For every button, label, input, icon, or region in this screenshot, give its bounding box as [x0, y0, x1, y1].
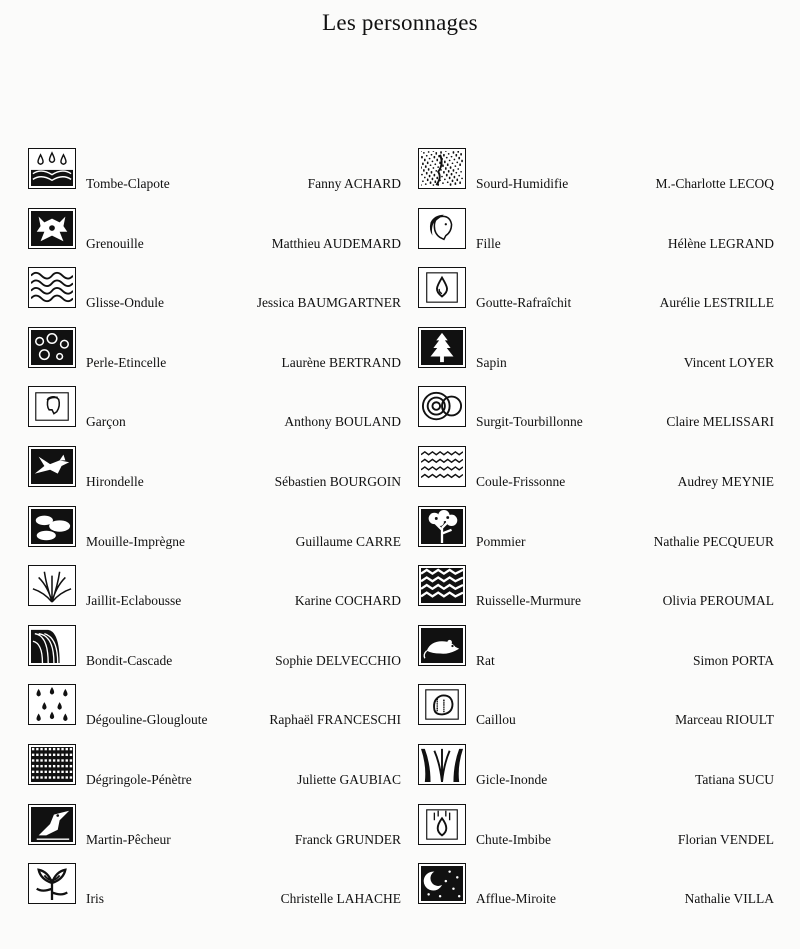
right-column	[418, 148, 774, 923]
list-item	[418, 863, 774, 923]
list-item	[28, 446, 401, 506]
gush-icon	[418, 744, 466, 785]
character-name: Bondit-Cascade	[86, 652, 173, 668]
character-name: Coule-Frissonne	[476, 473, 566, 489]
character-name: Ruisselle-Murmure	[476, 593, 581, 609]
performer-name: M.-Charlotte LECOQ	[655, 176, 774, 191]
performer-name: Hélène LEGRAND	[667, 235, 774, 251]
ripples-icon	[418, 446, 466, 487]
list-item	[418, 267, 774, 327]
character-name: Perle-Etincelle	[86, 354, 167, 370]
performer-name: Simon PORTA	[693, 652, 774, 668]
character-name: Jaillit-Eclabousse	[86, 593, 182, 609]
list-item	[418, 744, 774, 804]
performer-name: Karine COCHARD	[294, 593, 401, 609]
performer-name: Aurélie LESTRILLE	[659, 295, 774, 311]
performer-name: Olivia PEROUMAL	[662, 593, 774, 609]
list-item	[418, 386, 774, 446]
performer-name: Florian VENDEL	[677, 831, 774, 847]
list-item	[28, 565, 401, 625]
character-name: Dégringole-Pénètre	[86, 771, 192, 787]
girl-face-icon	[418, 208, 466, 249]
character-name: Iris	[86, 891, 104, 907]
performer-name: Marceau RIOULT	[675, 712, 774, 728]
list-item	[28, 744, 401, 804]
list-item	[28, 327, 401, 387]
performer-name: Jessica BAUMGARTNER	[256, 295, 401, 311]
whirlpool-icon	[418, 386, 466, 427]
waterfall-icon	[28, 625, 76, 666]
list-item	[418, 625, 774, 685]
single-drop-icon	[418, 267, 466, 308]
list-item	[418, 208, 774, 268]
performer-name: Christelle LAHACHE	[280, 891, 401, 907]
performer-name: Anthony BOULAND	[284, 414, 401, 430]
moon-stars-icon	[418, 863, 466, 904]
list-item	[28, 684, 401, 744]
list-item	[418, 804, 774, 864]
boy-face-icon	[28, 386, 76, 427]
performer-name: Audrey MEYNIE	[677, 473, 774, 489]
iris-flower-icon	[28, 863, 76, 904]
list-item	[418, 327, 774, 387]
character-name: Sourd-Humidifie	[476, 176, 569, 191]
performer-name: Franck GRUNDER	[294, 831, 401, 847]
character-name: Garçon	[86, 414, 126, 430]
list-item	[28, 625, 401, 685]
list-item	[418, 565, 774, 625]
performer-name: Tatiana SUCU	[695, 771, 774, 787]
performer-name: Guillaume CARRE	[295, 533, 401, 549]
character-name: Grenouille	[86, 235, 144, 251]
stones-icon	[28, 506, 76, 547]
list-item	[28, 267, 401, 327]
character-name: Afflue-Miroite	[476, 891, 556, 907]
speckled-earth-icon	[418, 148, 466, 189]
character-name: Hirondelle	[86, 473, 144, 489]
performer-name: Vincent LOYER	[683, 354, 774, 370]
pebble-icon	[418, 684, 466, 725]
apple-tree-icon	[418, 506, 466, 547]
character-name: Fille	[476, 235, 501, 251]
drops-splash-icon	[28, 148, 76, 189]
page-title: Les personnages	[322, 10, 478, 35]
list-item	[28, 863, 401, 923]
performer-name: Matthieu AUDEMARD	[271, 235, 401, 251]
list-item	[28, 386, 401, 446]
performer-name: Laurène BERTRAND	[281, 354, 401, 370]
list-item	[28, 208, 401, 268]
dripping-drops-icon	[28, 684, 76, 725]
character-name: Caillou	[476, 712, 516, 728]
character-name: Martin-Pêcheur	[86, 831, 171, 847]
performer-name: Nathalie VILLA	[684, 891, 774, 907]
performer-name: Sophie DELVECCHIO	[275, 652, 401, 668]
performer-name: Juliette GAUBIAC	[297, 771, 401, 787]
performer-name: Claire MELISSARI	[666, 414, 774, 430]
gravel-icon	[28, 744, 76, 785]
character-name: Dégouline-Glougloute	[86, 712, 208, 728]
list-item	[28, 804, 401, 864]
swallow-icon	[28, 446, 76, 487]
list-item	[418, 684, 774, 744]
rat-icon	[418, 625, 466, 666]
character-name: Gicle-Inonde	[476, 771, 548, 787]
list-item	[418, 506, 774, 566]
character-name: Goutte-Rafraîchit	[476, 295, 572, 311]
performer-name: Nathalie PECQUEUR	[653, 533, 774, 549]
character-name: Pommier	[476, 533, 526, 549]
kingfisher-icon	[28, 804, 76, 845]
falling-drop-icon	[418, 804, 466, 845]
bubbles-icon	[28, 327, 76, 368]
list-item	[418, 148, 774, 208]
zigzag-stream-icon	[418, 565, 466, 606]
character-name: Sapin	[476, 354, 507, 370]
performer-name: Raphaël FRANCESCHI	[269, 712, 401, 728]
fir-tree-icon	[418, 327, 466, 368]
fountain-icon	[28, 565, 76, 606]
character-name: Rat	[476, 652, 495, 668]
performer-name: Sébastien BOURGOIN	[274, 473, 401, 489]
character-name: Surgit-Tourbillonne	[476, 414, 583, 430]
performer-name: Fanny ACHARD	[307, 176, 401, 191]
character-name: Tombe-Clapote	[86, 176, 170, 191]
character-name: Mouille-Imprègne	[86, 533, 185, 549]
character-name: Glisse-Ondule	[86, 295, 164, 311]
list-item	[28, 148, 401, 208]
character-name: Chute-Imbibe	[476, 831, 551, 847]
waves-icon	[28, 267, 76, 308]
left-column	[28, 148, 401, 923]
frog-icon	[28, 208, 76, 249]
list-item	[28, 506, 401, 566]
list-item	[418, 446, 774, 506]
